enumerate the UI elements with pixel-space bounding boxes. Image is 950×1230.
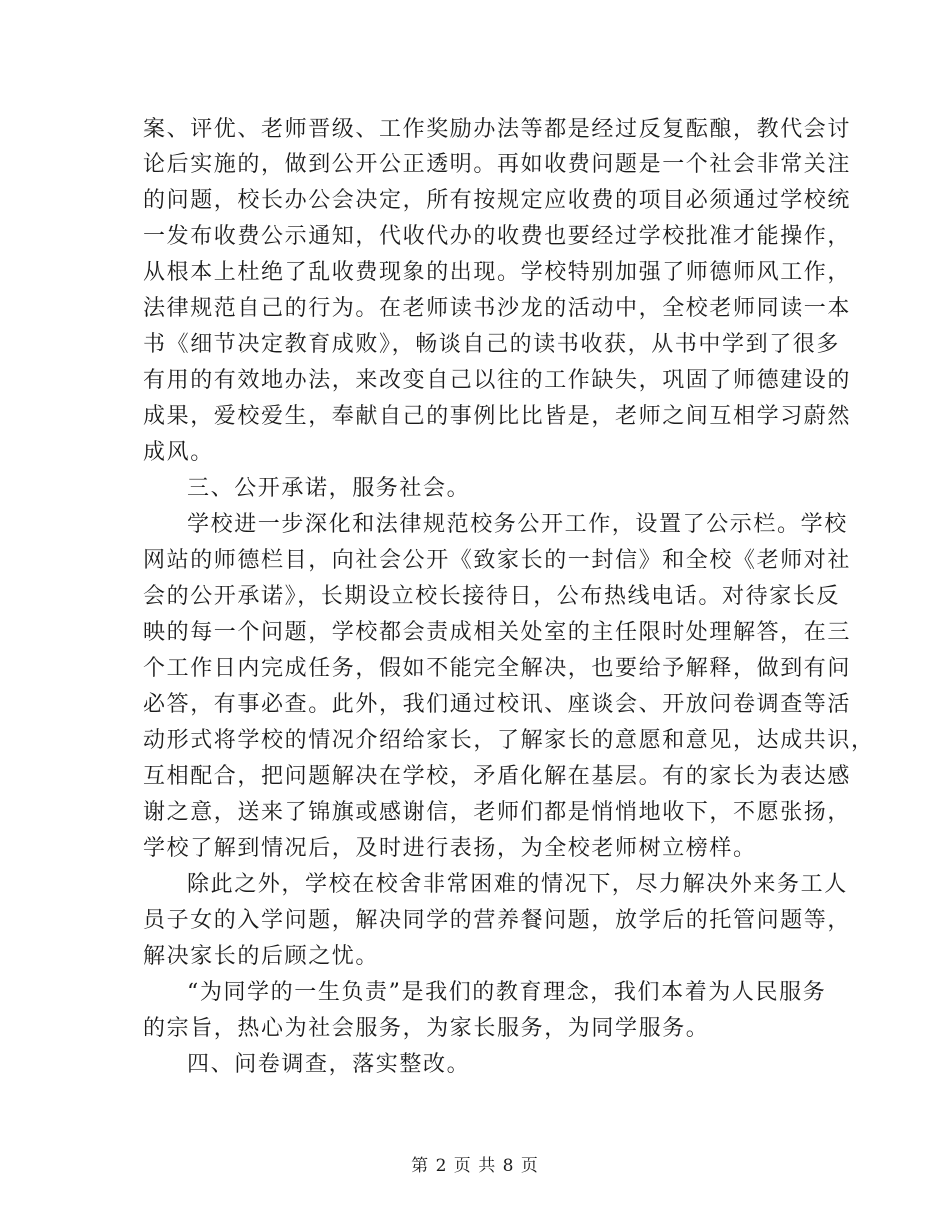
paragraph-line: 法律规范自己的行为。在老师读书沙龙的活动中，全校老师同读一本	[143, 296, 852, 321]
paragraph-line: 书《细节决定教育成败》，畅谈自己的读书收获，从书中学到了很多	[143, 332, 841, 357]
paragraph-line: 动形式将学校的情况介绍给家长，了解家长的意愿和意见，达成共识，	[143, 728, 875, 753]
paragraph-line: 学校进一步深化和法律规范校务公开工作，设置了公示栏。学校	[187, 512, 848, 537]
paragraph-line: 网站的师德栏目，向社会公开《致家长的一封信》和全校《老师对社	[143, 548, 852, 573]
paragraph-line: 个工作日内完成任务，假如不能完全解决，也要给予解释，做到有问	[143, 656, 852, 681]
paragraph-line: 论后实施的，做到公开公正透明。再如收费问题是一个社会非常关注	[143, 152, 852, 177]
paragraph-line: 必答，有事必查。此外，我们通过校讯、座谈会、开放问卷调查等活	[143, 692, 852, 717]
paragraph-line: 互相配合，把问题解决在学校，矛盾化解在基层。有的家长为表达感	[143, 764, 852, 789]
paragraph-line: 有用的有效地办法，来改变自己以往的工作缺失，巩固了师德建设的	[143, 368, 852, 393]
paragraph-line: 谢之意，送来了锦旗或感谢信，老师们都是悄悄地收下，不愿张扬，	[143, 800, 852, 825]
paragraph-line: 一发布收费公示通知，代收代办的收费也要经过学校批准才能操作，	[143, 224, 852, 249]
paragraph-line: 员子女的入学问题，解决同学的营养餐问题，放学后的托管问题等，	[143, 908, 852, 933]
paragraph-line: 的宗旨，热心为社会服务，为家长服务，为同学服务。	[143, 1016, 710, 1041]
paragraph-line: 解决家长的后顾之忧。	[143, 944, 380, 969]
page-number-footer: 第 2 页 共 8 页	[411, 1156, 539, 1176]
paragraph-line: 会的公开承诺》，长期设立校长接待日，公布热线电话。对待家长反	[143, 584, 841, 609]
paragraph-line: 映的每一个问题，学校都会责成相关处室的主任限时处理解答，在三	[143, 620, 852, 645]
paragraph-line: 成风。	[143, 440, 214, 465]
paragraph-line: 从根本上杜绝了乱收费现象的出现。学校特别加强了师德师风工作，	[143, 260, 852, 285]
paragraph-line: 成果，爱校爱生，奉献自己的事例比比皆是，老师之间互相学习蔚然	[143, 404, 852, 429]
paragraph-line: 的问题，校长办公会决定，所有按规定应收费的项目必须通过学校统	[143, 188, 852, 213]
paragraph-line: “为同学的一生负责”是我们的教育理念，我们本着为人民服务	[187, 980, 827, 1005]
paragraph-line: 除此之外，学校在校舍非常困难的情况下，尽力解决外来务工人	[187, 872, 848, 897]
section-heading: 三、公开承诺，服务社会。	[187, 476, 471, 501]
paragraph-line: 案、评优、老师晋级、工作奖励办法等都是经过反复酝酿，教代会讨	[143, 117, 852, 142]
section-heading: 四、问卷调查，落实整改。	[187, 1052, 471, 1077]
paragraph-line: 学校了解到情况后，及时进行表扬，为全校老师树立榜样。	[143, 836, 757, 861]
